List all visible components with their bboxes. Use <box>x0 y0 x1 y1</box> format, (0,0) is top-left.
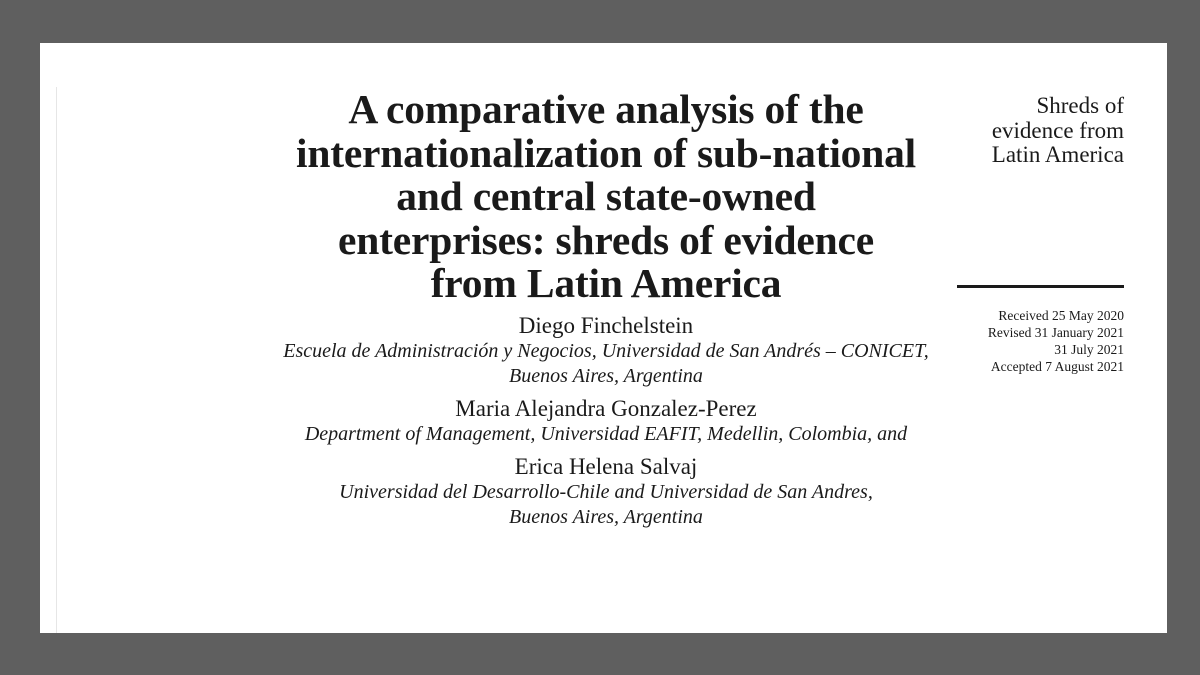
author-name: Diego Finchelstein <box>518 312 694 338</box>
date-accepted: Accepted 7 August 2021 <box>990 359 1124 374</box>
sidebar-divider <box>957 285 1124 288</box>
journal-section-heading <box>940 94 1124 168</box>
title-line: enterprises: shreds of evidence <box>338 216 874 263</box>
paper-page <box>40 43 1167 633</box>
affiliation-line: Escuela de Administración y Negocios, Universidad de San Andrés – CONICET, <box>283 339 929 362</box>
journal-line: evidence from <box>991 117 1124 143</box>
author-affiliation <box>146 480 1066 530</box>
author-name: Erica Helena Salvaj <box>514 453 698 479</box>
author-block <box>146 395 1066 447</box>
paper-title <box>146 88 1066 306</box>
affiliation-line: Buenos Aires, Argentina <box>509 505 703 528</box>
journal-line: Shreds of <box>1036 93 1124 118</box>
margin-rule <box>56 87 57 633</box>
author-affiliation <box>146 422 1066 447</box>
journal-line: Latin America <box>991 142 1124 167</box>
submission-dates <box>940 307 1124 375</box>
affiliation-line: Universidad del Desarrollo-Chile and Universidad de San Andres, <box>339 480 873 503</box>
title-line: internationalization of sub-national <box>296 129 916 176</box>
main-column <box>146 88 1066 536</box>
affiliation-line: Buenos Aires, Argentina <box>509 364 703 387</box>
author-list <box>146 312 1066 530</box>
date-received: Received 25 May 2020 <box>998 308 1124 323</box>
title-line: from Latin America <box>430 260 782 306</box>
date-revised: Revised 31 January 2021 <box>987 325 1124 340</box>
title-line: and central state-owned <box>396 173 816 219</box>
author-block <box>146 312 1066 389</box>
author-block <box>146 453 1066 530</box>
author-affiliation <box>146 339 1066 389</box>
author-name: Maria Alejandra Gonzalez-Perez <box>455 395 757 421</box>
affiliation-line: Department of Management, Universidad EAFIT, Medellin, Colombia, and <box>304 422 908 445</box>
date-revised-2: 31 July 2021 <box>1054 342 1124 357</box>
title-line: A comparative analysis of the <box>348 86 864 132</box>
